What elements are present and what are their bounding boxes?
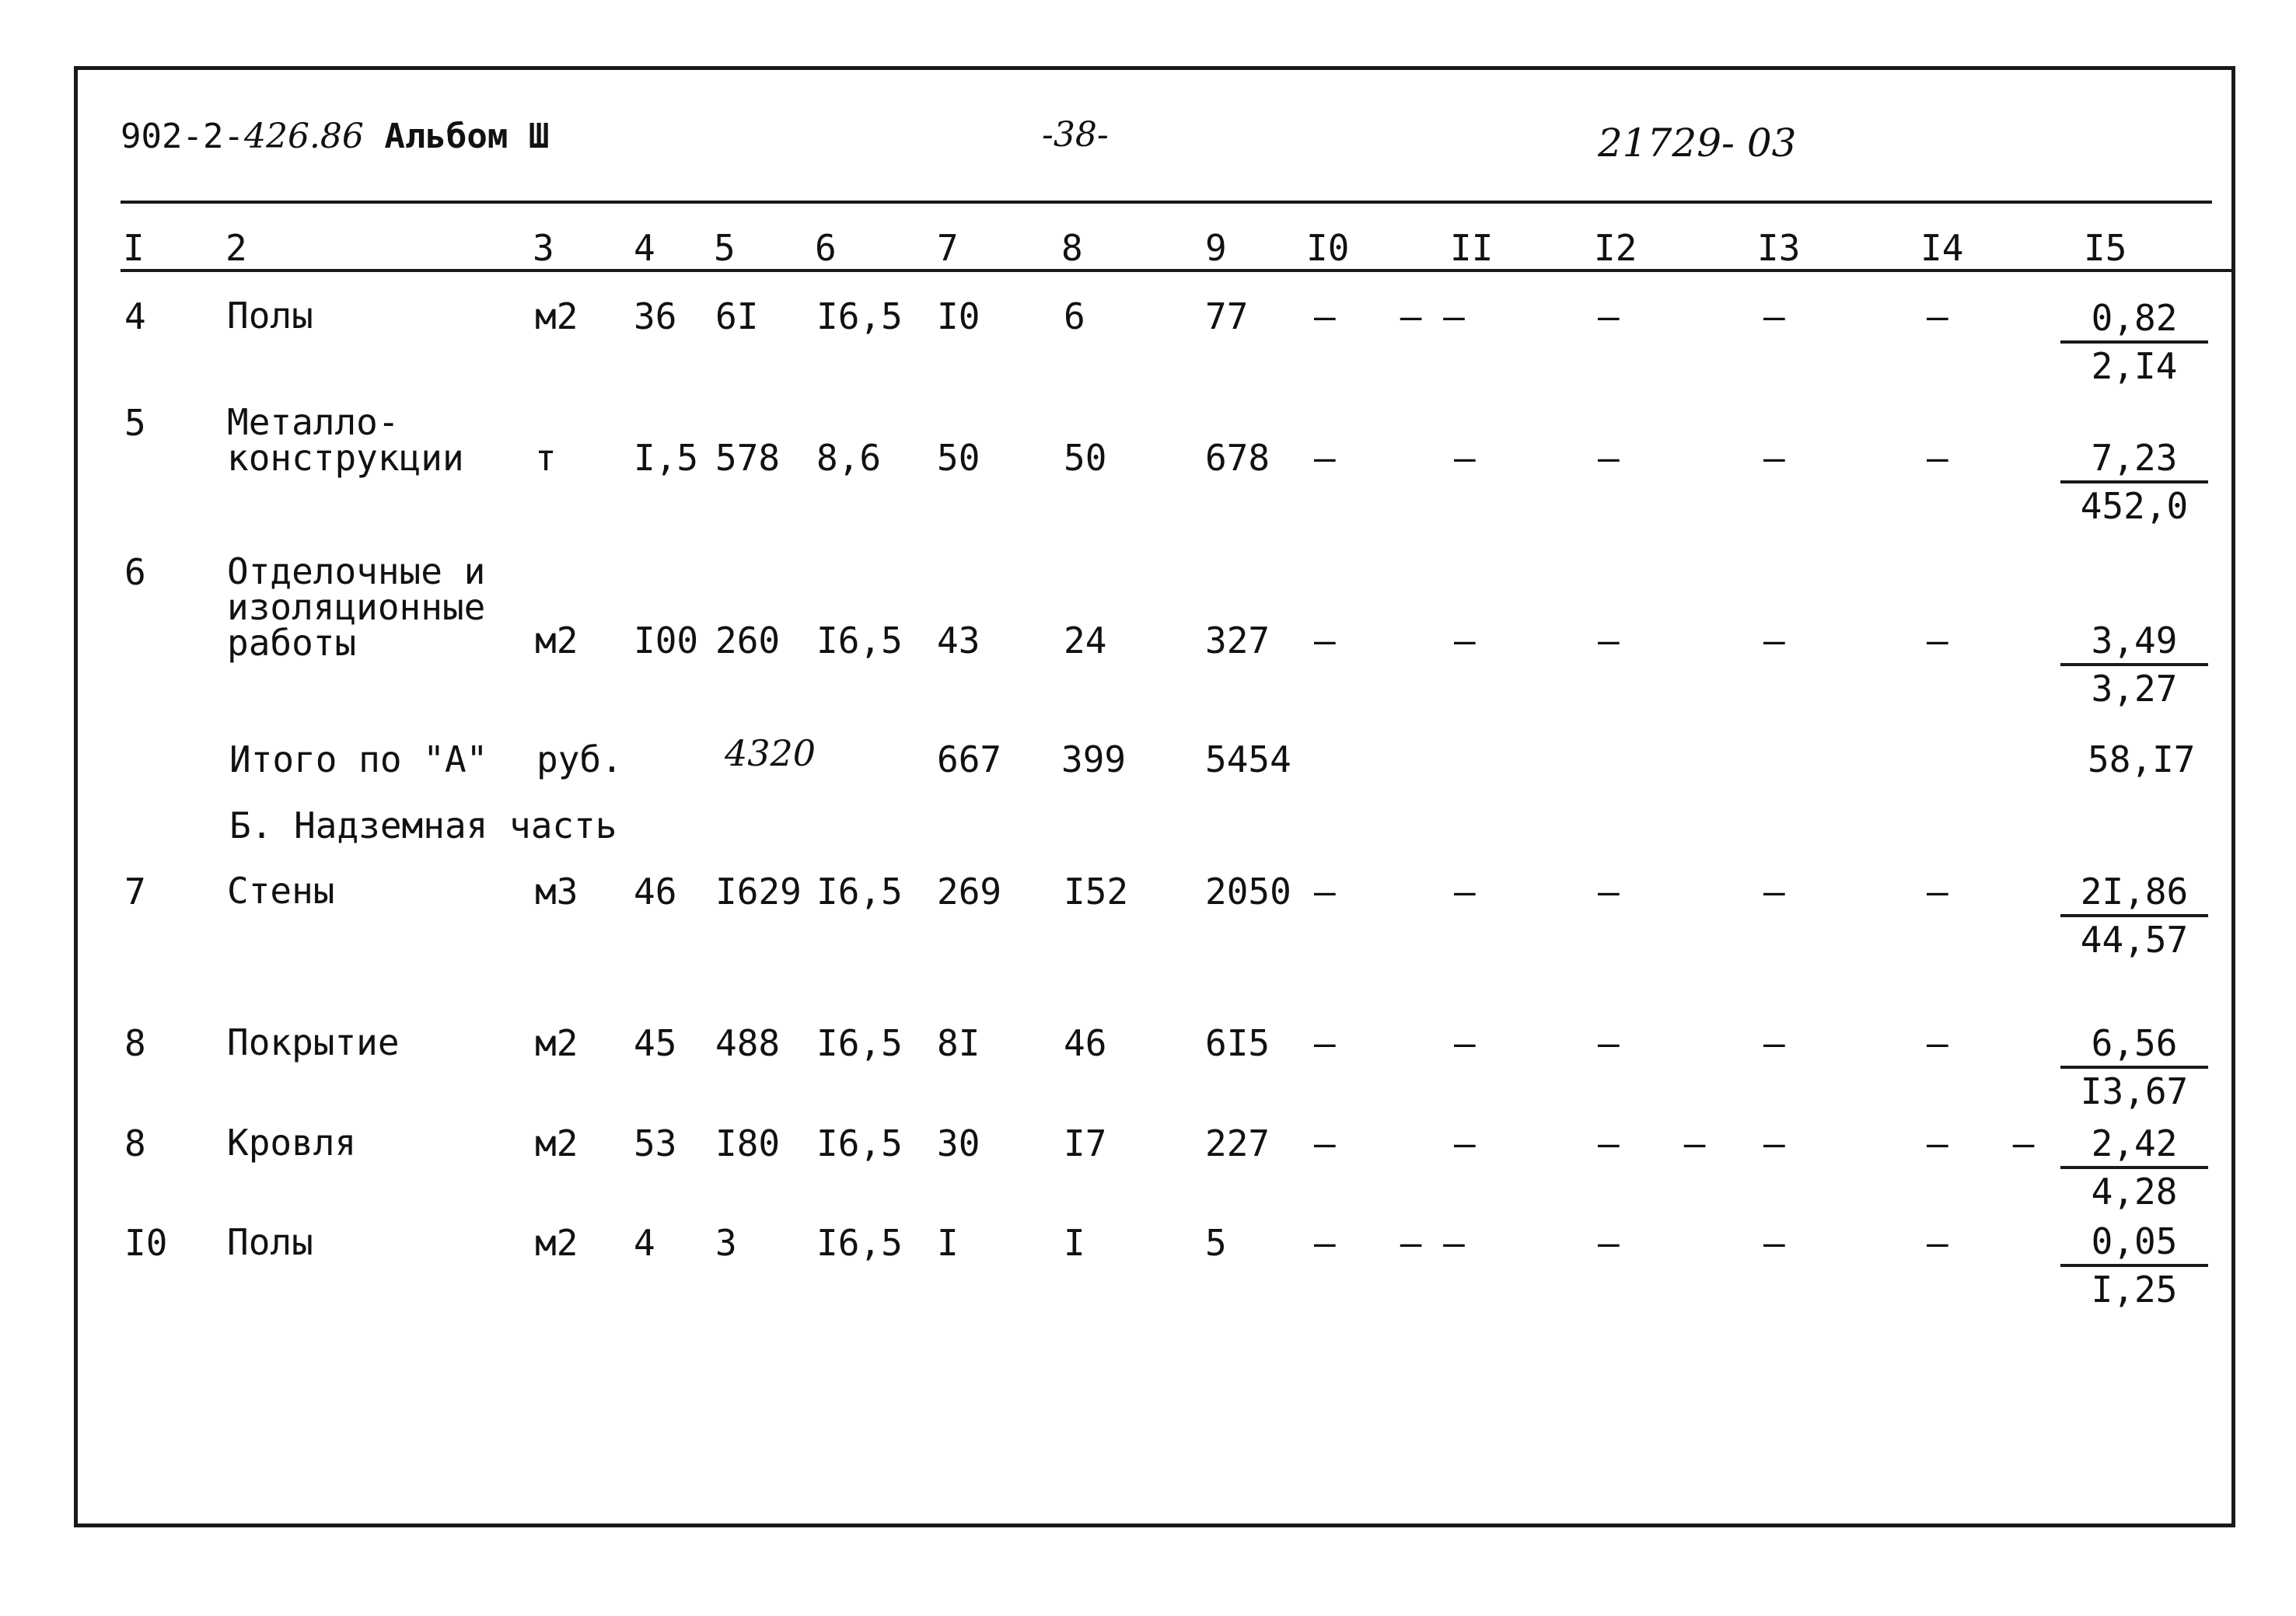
fraction-numerator: 6,56 bbox=[2060, 1021, 2208, 1069]
cell-col4: I,5 bbox=[634, 437, 699, 479]
column-header-rule bbox=[121, 269, 2231, 272]
cell-work-name: Отделочные и изоляционные работы bbox=[227, 550, 486, 664]
cell-col8: I52 bbox=[1064, 871, 1129, 913]
cell-unit: м2 bbox=[535, 295, 578, 337]
column-header-10: I0 bbox=[1306, 227, 1350, 269]
cell-col8: I bbox=[1064, 1222, 1085, 1264]
cell-col5: I629 bbox=[715, 871, 802, 913]
cell-col10: – bbox=[1314, 1022, 1336, 1064]
cell-col8: 24 bbox=[1064, 620, 1107, 661]
cell-row-number: 8 bbox=[124, 1022, 146, 1064]
cell-col12: – – bbox=[1598, 1122, 1706, 1164]
cell-col15-fraction bbox=[2060, 435, 2208, 529]
cell-col6: I6,5 bbox=[816, 295, 903, 337]
cell-col4: 45 bbox=[634, 1022, 677, 1064]
cell-col7: 50 bbox=[937, 437, 980, 479]
cell-col10: – bbox=[1314, 437, 1336, 479]
cell-col13: – bbox=[1763, 1022, 1785, 1064]
cell-col5: I80 bbox=[715, 1122, 781, 1164]
document-code bbox=[121, 117, 549, 156]
column-header-7: 7 bbox=[937, 227, 959, 269]
fraction-denominator: I,25 bbox=[2091, 1269, 2178, 1311]
cell-col15-fraction bbox=[2060, 869, 2208, 962]
cell-row-number: 7 bbox=[124, 871, 146, 913]
fraction-denominator: 4,28 bbox=[2091, 1171, 2178, 1213]
cell-col5: 6I bbox=[715, 295, 759, 337]
cell-col4: 46 bbox=[634, 871, 677, 913]
subtotal-col8: 399 bbox=[1061, 738, 1127, 780]
cell-col11: – bbox=[1454, 1022, 1476, 1064]
cell-col7: 43 bbox=[937, 620, 980, 661]
page-number: -38- bbox=[1042, 115, 1109, 155]
header-rule bbox=[121, 201, 2212, 204]
section-b-heading: Б. Надземная часть bbox=[229, 805, 617, 846]
cell-col12: – bbox=[1598, 295, 1620, 337]
column-header-3: 3 bbox=[533, 227, 554, 269]
cell-col6: I6,5 bbox=[816, 871, 903, 913]
cell-col10: – – – bbox=[1314, 295, 1465, 337]
fraction-numerator: 2,42 bbox=[2060, 1121, 2208, 1169]
fraction-numerator: 0,82 bbox=[2060, 295, 2208, 344]
cell-work-name: Покрытие bbox=[227, 1021, 400, 1063]
cell-col13: – bbox=[1763, 620, 1785, 661]
cell-col7: 30 bbox=[937, 1122, 980, 1164]
cell-work-name: Металло- конструкции bbox=[227, 401, 464, 479]
cell-col9: 227 bbox=[1205, 1122, 1270, 1164]
column-header-5: 5 bbox=[714, 227, 736, 269]
cell-col11: – bbox=[1454, 871, 1476, 913]
cell-col7: 8I bbox=[937, 1022, 980, 1064]
fraction-numerator: 2I,86 bbox=[2060, 869, 2208, 917]
cell-col6: I6,5 bbox=[816, 1022, 903, 1064]
cell-work-name: Стены bbox=[227, 870, 335, 912]
cell-work-name: Полы bbox=[227, 1221, 313, 1263]
subtotal-label: Итого по "А" bbox=[229, 738, 488, 780]
album-label: Альбом Ш bbox=[384, 117, 550, 156]
cell-col8: 46 bbox=[1064, 1022, 1107, 1064]
cell-col10: – bbox=[1314, 620, 1336, 661]
cell-row-number: I0 bbox=[124, 1222, 168, 1264]
cell-col9: 77 bbox=[1205, 295, 1249, 337]
cell-col6: I6,5 bbox=[816, 620, 903, 661]
page-frame bbox=[74, 66, 2235, 1527]
cell-col15-fraction bbox=[2060, 618, 2208, 711]
subtotal-col15: 58,I7 bbox=[2088, 738, 2196, 780]
cell-unit: м2 bbox=[535, 1222, 578, 1264]
doc-code-handwritten: 426.86 bbox=[243, 117, 364, 156]
cell-col14: – – bbox=[1927, 1122, 2035, 1164]
cell-col4: 4 bbox=[634, 1222, 655, 1264]
cell-col8: 6 bbox=[1064, 295, 1085, 337]
column-header-12: I2 bbox=[1594, 227, 1637, 269]
cell-col13: – bbox=[1763, 1222, 1785, 1264]
subtotal-col7: 667 bbox=[937, 738, 1002, 780]
cell-col15-fraction bbox=[2060, 295, 2208, 389]
cell-col14: – bbox=[1927, 1022, 1948, 1064]
cell-col11: – bbox=[1454, 620, 1476, 661]
cell-col13: – bbox=[1763, 295, 1785, 337]
cell-col11: – bbox=[1454, 1122, 1476, 1164]
cell-col4: I00 bbox=[634, 620, 699, 661]
cell-col12: – bbox=[1598, 1022, 1620, 1064]
column-header-4: 4 bbox=[634, 227, 655, 269]
cell-unit: м2 bbox=[535, 1122, 578, 1164]
cell-col14: – bbox=[1927, 871, 1948, 913]
cell-col5: 260 bbox=[715, 620, 781, 661]
cell-col10: – – – bbox=[1314, 1222, 1465, 1264]
column-header-1: I bbox=[123, 227, 145, 269]
cell-col5: 578 bbox=[715, 437, 781, 479]
cell-col12: – bbox=[1598, 437, 1620, 479]
cell-col9: 678 bbox=[1205, 437, 1270, 479]
cell-unit: м2 bbox=[535, 1022, 578, 1064]
cell-col12: – bbox=[1598, 1222, 1620, 1264]
subtotal-handwritten-total: 4320 bbox=[725, 732, 816, 774]
fraction-numerator: 0,05 bbox=[2060, 1219, 2208, 1267]
column-header-9: 9 bbox=[1205, 227, 1227, 269]
column-header-14: I4 bbox=[1920, 227, 1964, 269]
cell-row-number: 6 bbox=[124, 551, 146, 593]
cell-col13: – bbox=[1763, 437, 1785, 479]
column-header-2: 2 bbox=[225, 227, 247, 269]
fraction-denominator: 44,57 bbox=[2080, 919, 2189, 961]
cell-col14: – bbox=[1927, 295, 1948, 337]
cell-work-name: Кровля bbox=[227, 1122, 357, 1164]
cell-col6: 8,6 bbox=[816, 437, 882, 479]
column-header-13: I3 bbox=[1757, 227, 1801, 269]
cell-col9: 5 bbox=[1205, 1222, 1227, 1264]
cell-col4: 36 bbox=[634, 295, 677, 337]
cell-col7: 269 bbox=[937, 871, 1002, 913]
cell-col7: I0 bbox=[937, 295, 980, 337]
cell-col4: 53 bbox=[634, 1122, 677, 1164]
cell-unit: м2 bbox=[535, 620, 578, 661]
cell-col8: 50 bbox=[1064, 437, 1107, 479]
cell-col15-fraction bbox=[2060, 1121, 2208, 1214]
cell-col9: 2050 bbox=[1205, 871, 1291, 913]
cell-col12: – bbox=[1598, 871, 1620, 913]
cell-col7: I bbox=[937, 1222, 959, 1264]
cell-work-name: Полы bbox=[227, 295, 313, 337]
column-header-15: I5 bbox=[2084, 227, 2127, 269]
fraction-denominator: 452,0 bbox=[2080, 485, 2189, 527]
cell-row-number: 5 bbox=[124, 402, 146, 444]
cell-col9: 6I5 bbox=[1205, 1022, 1270, 1064]
cell-col5: 488 bbox=[715, 1022, 781, 1064]
fraction-numerator: 7,23 bbox=[2060, 435, 2208, 483]
cell-col8: I7 bbox=[1064, 1122, 1107, 1164]
cell-row-number: 8 bbox=[124, 1122, 146, 1164]
cell-col6: I6,5 bbox=[816, 1122, 903, 1164]
cell-col9: 327 bbox=[1205, 620, 1270, 661]
cell-col10: – bbox=[1314, 871, 1336, 913]
cell-col11: – bbox=[1454, 437, 1476, 479]
cell-col5: 3 bbox=[715, 1222, 737, 1264]
cell-row-number: 4 bbox=[124, 295, 146, 337]
registration-number: 21729- 03 bbox=[1598, 120, 1797, 166]
cell-col15-fraction bbox=[2060, 1219, 2208, 1312]
cell-col6: I6,5 bbox=[816, 1222, 903, 1264]
column-header-8: 8 bbox=[1061, 227, 1083, 269]
cell-col12: – bbox=[1598, 620, 1620, 661]
subtotal-unit: руб. bbox=[536, 738, 623, 780]
column-header-11: II bbox=[1450, 227, 1494, 269]
cell-unit: т bbox=[535, 437, 557, 479]
subtotal-col9: 5454 bbox=[1205, 738, 1291, 780]
fraction-denominator: I3,67 bbox=[2080, 1070, 2189, 1112]
cell-col14: – bbox=[1927, 437, 1948, 479]
fraction-denominator: 3,27 bbox=[2091, 668, 2178, 710]
cell-col13: – bbox=[1763, 1122, 1785, 1164]
column-header-6: 6 bbox=[815, 227, 837, 269]
fraction-denominator: 2,I4 bbox=[2091, 345, 2178, 387]
cell-unit: м3 bbox=[535, 871, 578, 913]
cell-col14: – bbox=[1927, 620, 1948, 661]
cell-col13: – bbox=[1763, 871, 1785, 913]
cell-col10: – bbox=[1314, 1122, 1336, 1164]
cell-col15-fraction bbox=[2060, 1021, 2208, 1114]
cell-col14: – bbox=[1927, 1222, 1948, 1264]
doc-code-typed: 902-2- bbox=[121, 117, 244, 156]
fraction-numerator: 3,49 bbox=[2060, 618, 2208, 666]
